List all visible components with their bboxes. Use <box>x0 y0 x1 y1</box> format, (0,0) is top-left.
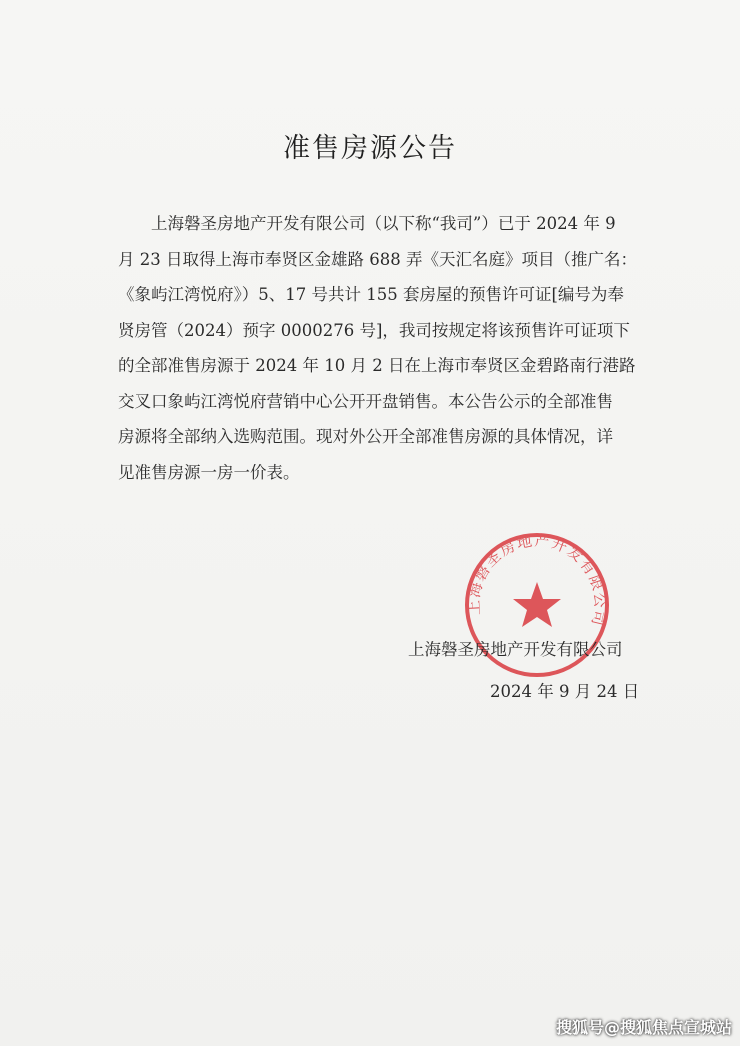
body-line: 贤房管（2024）预字 0000276 号]，我司按规定将该预售许可证项下 <box>118 320 630 340</box>
body-line: 《象屿江湾悦府》）5、17 号共计 155 套房屋的预售许可证[编号为奉 <box>118 285 624 304</box>
document-title: 准售房源公告 <box>283 133 457 164</box>
signature-date: 2024 年 9 月 24 日 <box>490 682 640 701</box>
seal-text: 上海磐圣房地产开发有限公司 <box>464 531 610 629</box>
body-line: 上海磐圣房地产开发有限公司（以下称“我司”）已于 2024 年 9 <box>151 214 616 233</box>
body-line: 见准售房源一房一价表。 <box>118 462 300 482</box>
body-line: 交叉口象屿江湾悦府营销中心公开开盘销售。本公告公示的全部准售 <box>118 391 613 411</box>
body-line: 月 23 日取得上海市奉贤区金雄路 688 弄《天汇名庭》项目（推广名： <box>118 249 637 269</box>
document-body <box>118 206 638 490</box>
watermark: 搜狐号@搜狐焦点宣城站 <box>555 1018 732 1037</box>
star-icon <box>513 582 561 627</box>
body-line: 房源将全部纳入选购范围。现对外公开全部准售房源的具体情况，详 <box>118 427 613 446</box>
body-line: 的全部准售房源于 2024 年 10 月 2 日在上海市奉贤区金碧路南行港路 <box>118 356 636 375</box>
signature-company: 上海磐圣房地产开发有限公司 <box>408 640 623 659</box>
